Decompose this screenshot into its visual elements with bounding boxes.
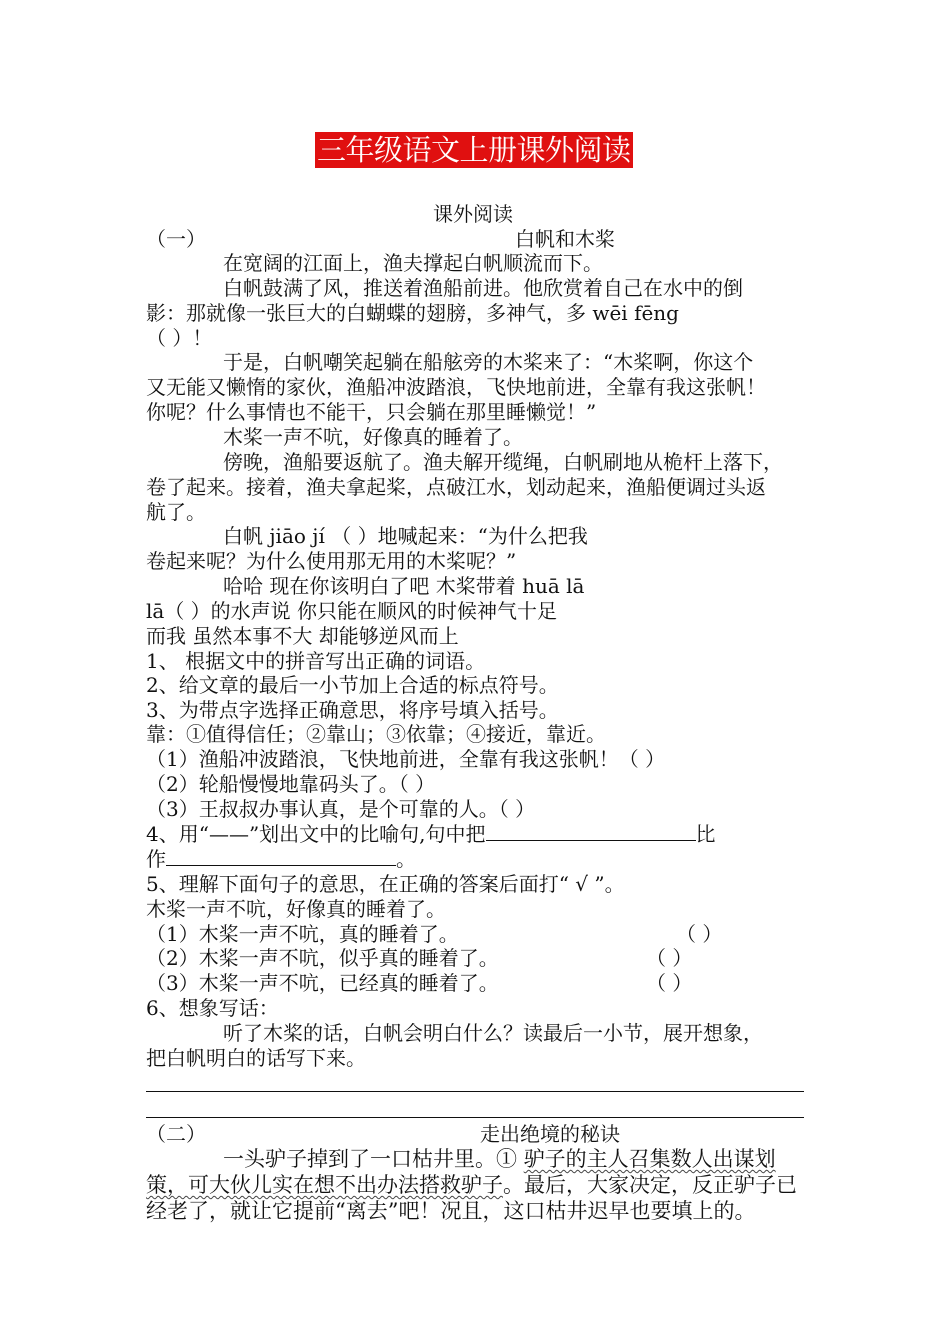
question-5-option: （2）木桨一声不吭，似乎真的睡着了。 [146, 946, 499, 970]
answer-blank-weifeng[interactable]: （ ）！ [146, 326, 213, 350]
part1-line: 木桨一声不吭，好像真的睡着了。 [223, 425, 523, 449]
part2-label: （二） [146, 1122, 206, 1146]
question-5-sentence: 木桨一声不吭，好像真的睡着了。 [146, 897, 446, 921]
punctuation-line: 而我 虽然本事不大 却能够逆风而上 [146, 624, 459, 648]
part1-line: 航了。 [146, 500, 206, 524]
part2-line [146, 1172, 797, 1198]
question-5-option: （1）木桨一声不吭，真的睡着了。 [146, 922, 459, 946]
answer-paren[interactable]: （ ） [646, 971, 693, 995]
part2-underlined-text: 策，可大伙儿实在想不出办法搭救驴子 [146, 1173, 503, 1197]
part2-line [223, 1146, 776, 1172]
part1-line: 白帆鼓满了风，推送着渔船前进。他欣赏着自己在水中的倒 [223, 276, 743, 300]
question-4-zuo: 作 [146, 847, 166, 871]
question-4-text: 4、用“——”划出文中的比喻句,句中把 [146, 822, 486, 846]
part1-line: 又无能又懒惰的家伙，渔船冲波踏浪，飞快地前进，全靠有我这张帆！ [146, 375, 766, 399]
part1-line: 于是，白帆嘲笑起躺在船舷旁的木桨来了：“木桨啊，你这个 [223, 350, 754, 374]
part2-line: 经老了，就让它提前“离去”吧！况且，这口枯井迟早也要填上的。 [146, 1199, 756, 1223]
question-6-prompt: 把白帆明白的话写下来。 [146, 1046, 366, 1070]
question-3-item[interactable]: （3）王叔叔办事认真，是个可靠的人。（ ） [146, 797, 536, 821]
question-4-cont [146, 847, 416, 871]
answer-blank[interactable] [166, 847, 396, 866]
part2-text: 。最后，大家决定，反正驴子已 [503, 1173, 797, 1197]
question-1: 1、 根据文中的拼音写出正确的词语。 [146, 649, 486, 673]
question-3-item[interactable]: （1）渔船冲波踏浪，飞快地前进，全靠有我这张帆！（ ） [146, 747, 666, 771]
part1-story-title: 白帆和木桨 [515, 227, 615, 251]
part2-text: 一头驴子掉到了一口枯井里。① [223, 1147, 524, 1171]
punctuation-line: lā（ ）的水声说 你只能在顺风的时候神气十足 [146, 599, 558, 623]
answer-blank-jiaoji[interactable]: 白帆 jiāo jí （ ）地喊起来：“为什么把我 [223, 524, 588, 548]
question-4 [146, 822, 716, 846]
question-6-prompt: 听了木桨的话，白帆会明白什么？读最后一小节，展开想象， [223, 1021, 763, 1045]
question-4-bi: 比 [695, 822, 716, 846]
question-3-item[interactable]: （2）轮船慢慢地靠码头了。（ ） [146, 772, 436, 796]
writing-line[interactable] [146, 1091, 804, 1092]
answer-paren[interactable]: （ ） [646, 946, 693, 970]
part1-line: 傍晚，渔船要返航了。渔夫解开缆绳，白帆刷地从桅杆上落下， [223, 450, 783, 474]
page-title: 三年级语文上册课外阅读 [317, 133, 631, 167]
part1-line: 卷了起来。接着，渔夫拿起桨，点破江水，划动起来，渔船便调过头返 [146, 475, 766, 499]
writing-line[interactable] [146, 1117, 804, 1118]
question-5-option: （3）木桨一声不吭，已经真的睡着了。 [146, 971, 499, 995]
part1-line: 你呢？什么事情也不能干，只会躺在那里睡懒觉！” [146, 400, 597, 424]
section-heading: 课外阅读 [433, 202, 513, 226]
question-2: 2、给文章的最后一小节加上合适的标点符号。 [146, 673, 559, 697]
question-3: 3、为带点字选择正确意思，将序号填入括号。 [146, 698, 559, 722]
answer-blank[interactable] [486, 822, 696, 841]
question-3-options: 靠：①值得信任；②靠山；③依靠；④接近，靠近。 [146, 722, 606, 746]
question-4-end: 。 [396, 847, 416, 871]
part2-story-title: 走出绝境的秘诀 [480, 1122, 620, 1146]
part2-underlined-text: 驴子的主人召集数人出谋划 [523, 1147, 776, 1171]
punctuation-line: 哈哈 现在你该明白了吧 木桨带着 huā lā [223, 574, 585, 598]
part1-label: （一） [146, 227, 206, 251]
question-6: 6、想象写话： [146, 996, 279, 1020]
question-5: 5、理解下面句子的意思，在正确的答案后面打“ √ ”。 [146, 872, 625, 896]
answer-paren[interactable]: （ ） [676, 922, 723, 946]
part1-line: 卷起来呢？为什么使用那无用的木桨呢？” [146, 549, 517, 573]
part1-line: 在宽阔的江面上，渔夫撑起白帆顺流而下。 [223, 251, 603, 275]
part1-line: 影：那就像一张巨大的白蝴蝶的翅膀，多神气，多 wēi fēng [146, 301, 679, 325]
